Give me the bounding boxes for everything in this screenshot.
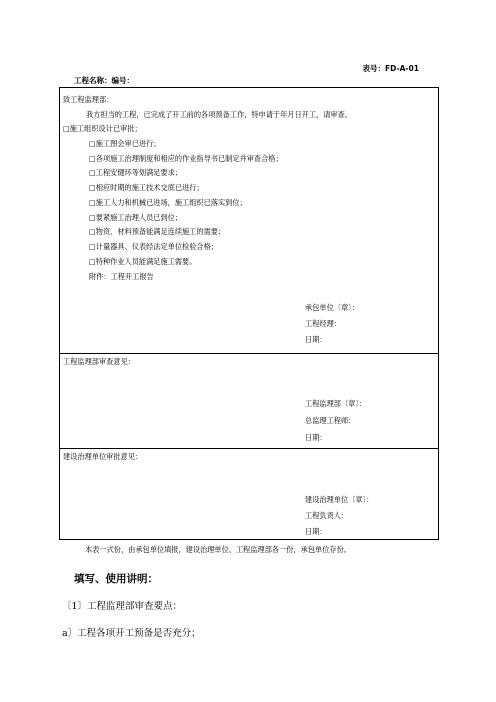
checklist-item: □特种作业人员能满足施工需要。 bbox=[89, 257, 197, 266]
checklist-item: □工程安健环等划满足要求； bbox=[89, 168, 183, 177]
checklist-item: □物资、材料预备能满足连续施工的需要； bbox=[89, 227, 226, 236]
checklist-item: □施工人力和机械已进场，施工组织已落实到位； bbox=[89, 198, 247, 207]
instruction-line: a〕工程各项开工预备是否充分； bbox=[62, 628, 201, 639]
application-section bbox=[60, 88, 438, 354]
form-number: 表号：FD-A-01 bbox=[362, 64, 419, 73]
approval-section bbox=[60, 449, 438, 540]
attachment-note: 附件：工程开工报告 bbox=[89, 272, 154, 281]
checklist-item: □要紧施工治理人员已到位； bbox=[89, 213, 183, 222]
checklist-item: □各项施工治理制度和相应的作业指导书已制定并审查合格； bbox=[89, 154, 283, 163]
review-date-label: 日期： bbox=[305, 433, 327, 442]
contractor-seal-label: 承包单位〔章〕： bbox=[305, 303, 359, 312]
application-statement: 我方担当的工程，已完成了开工前的各项预备工作，特申请于年月日开工，请审查。 bbox=[86, 110, 352, 119]
checklist-item: □相应时期的施工技术交底已进行； bbox=[89, 183, 204, 192]
project-manager-label: 工程经理： bbox=[305, 319, 341, 328]
owner-seal-label: 建设治理单位〔章〕： bbox=[305, 495, 374, 504]
supervision-seal-label: 工程监理部〔章〕： bbox=[305, 399, 367, 408]
salutation: 致工程监理部： bbox=[63, 95, 114, 104]
instruction-line: 〔1〕工程监理部审查要点： bbox=[62, 601, 183, 612]
approval-title: 建设治理单位审批意见： bbox=[63, 452, 143, 461]
review-title: 工程监理部审查意见： bbox=[63, 357, 135, 366]
checklist-item: □施工图会审已进行； bbox=[89, 139, 161, 148]
form-footnote: 本表一式份，由承包单位填报，建设治理单位、工程监理部各一份，承包单位存份。 bbox=[85, 545, 351, 554]
application-date-label: 日期： bbox=[305, 335, 327, 344]
checklist-item: □计量器具、仪表经法定单位检验合格； bbox=[89, 242, 218, 251]
approval-date-label: 日期： bbox=[305, 527, 327, 536]
project-leader-label: 工程负责人： bbox=[305, 511, 349, 520]
review-section bbox=[60, 354, 438, 449]
checklist-title: □施工组织设计已审批； bbox=[63, 124, 142, 133]
instructions-heading: 填写、使用讲明： bbox=[74, 573, 158, 585]
start-application-form bbox=[59, 87, 439, 540]
project-name-line: 工程名称：编号： bbox=[74, 76, 134, 85]
chief-engineer-label: 总监理工程师： bbox=[305, 416, 356, 425]
